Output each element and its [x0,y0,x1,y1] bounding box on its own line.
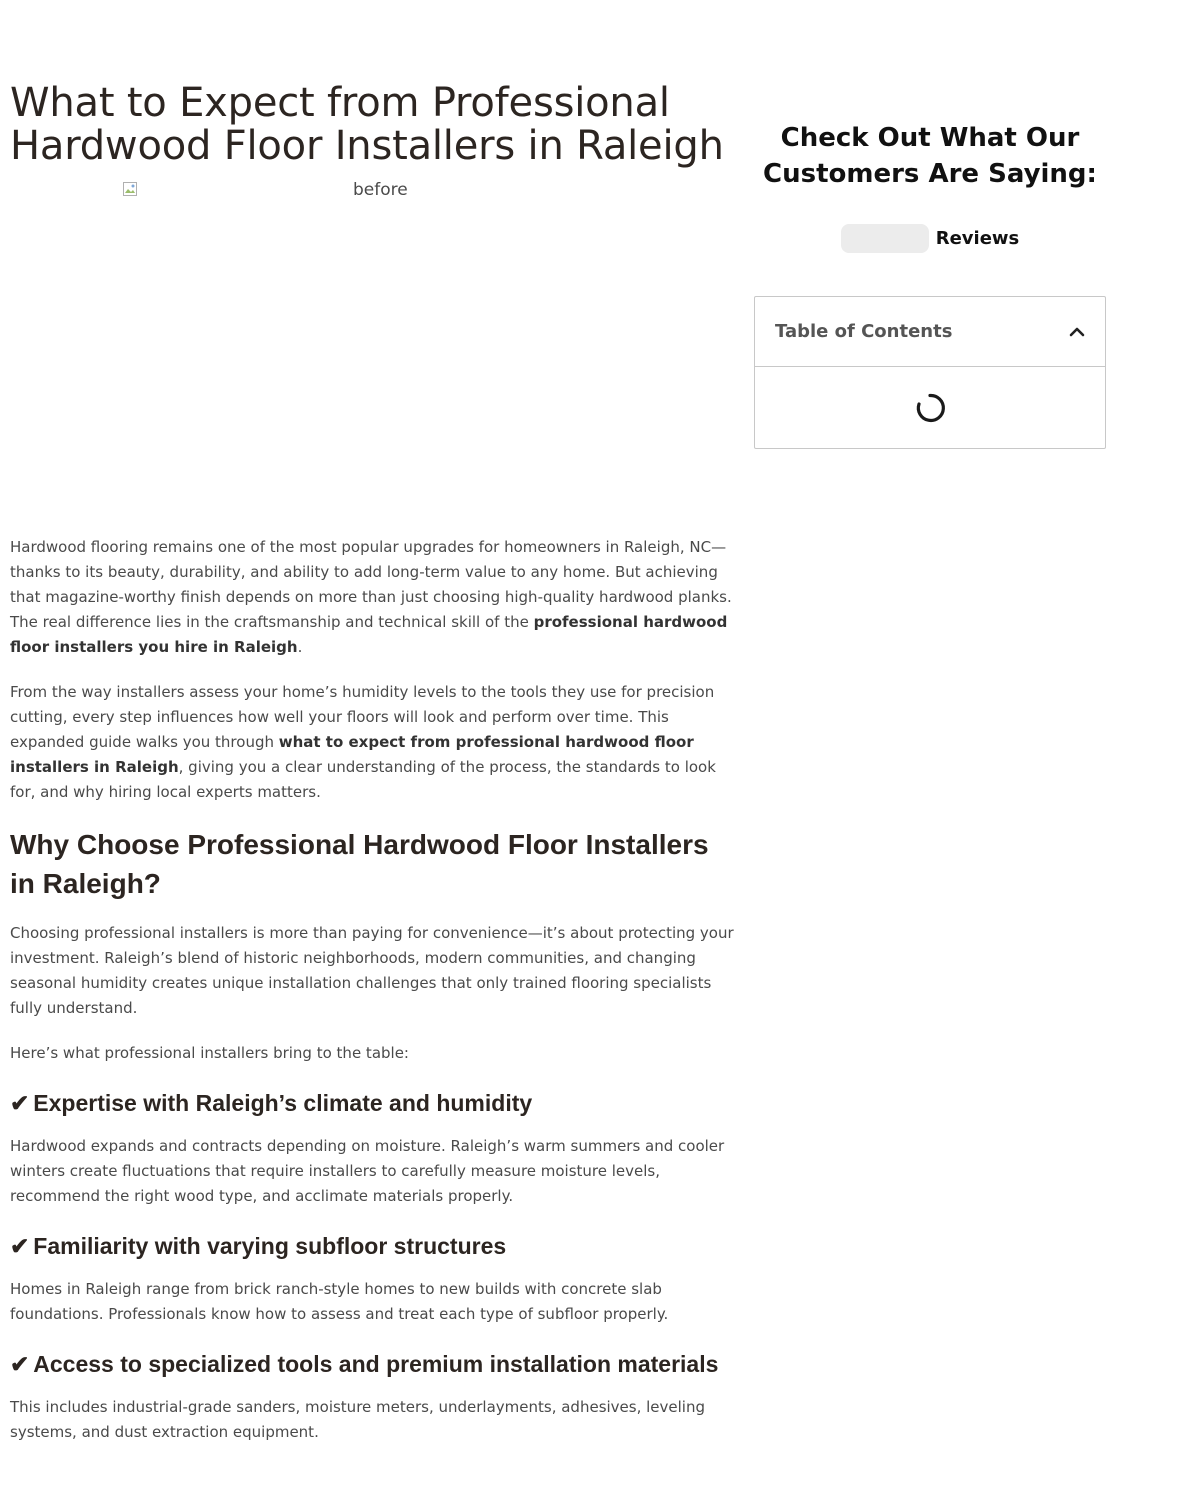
item-paragraph: Hardwood expands and contracts depending on moisture. Raleigh’s warm summers and cooler winters create fluctuations that require installers to carefully measure moisture levels, recommend the right wood type, and acclimate materials properly. [10,1137,725,1205]
checkmark-icon: ✔ [10,1090,30,1116]
item-heading [10,1229,740,1263]
item-heading-text: Expertise with Raleigh’s climate and humidity [33,1090,533,1116]
checkmark-icon: ✔ [10,1351,30,1377]
sidebar [754,120,1106,449]
item-paragraph: This includes industrial-grade sanders, moisture meters, underlayments, adhesives, leveling systems, and dust extraction equipment. [10,1398,705,1441]
item-heading-text: Familiarity with varying subfloor structures [33,1233,507,1259]
reviews-label: Reviews [935,228,1020,249]
table-of-contents [754,296,1106,449]
intro-p1-text: Hardwood flooring remains one of the most popular upgrades for homeowners in Raleigh, NC—thanks to its beauty, durability, and ability to add long-term value to any home. But achieving that magazine-worthy finish depends on more than just choosing high-quality hardwood planks. The real difference lies in the craftsmanship and technical skill of the [10,538,732,631]
toc-title: Table of Contents [775,321,953,342]
checkmark-icon: ✔ [10,1233,30,1259]
intro-paragraph-2 [10,680,740,805]
intro-p2-end: , giving you a clear understanding of the process, the standards to look for, and why hiring local experts matters. [10,758,716,801]
intro-p1-bold: professional hardwood floor installers you hire in Raleigh [10,613,728,656]
section-paragraph-2: Here’s what professional installers bring to the table: [10,1044,409,1062]
broken-image-icon [123,182,137,196]
article [10,82,740,1465]
toc-header-toggle[interactable] [755,297,1105,367]
intro-p1-end: . [297,638,303,656]
toc-body [755,367,1105,448]
intro-p2-bold: what to expect from professional hardwood floor installers in Raleigh [10,733,694,776]
chevron-up-icon[interactable] [1069,326,1085,338]
reviews-widget[interactable] [754,224,1106,253]
item-paragraph: Homes in Raleigh range from brick ranch-style homes to new builds with concrete slab foundations. Professionals know how to assess and treat each type of subfloor properly. [10,1280,669,1323]
intro-p2-text: From the way installers assess your home’s humidity levels to the tools they use for precision cutting, every step influences how well your floors will look and perform over time. This expanded guide walks you through [10,683,715,751]
item-heading [10,1086,740,1120]
hero-image-alt-text: before [353,180,408,200]
page-title: What to Expect from Professional Hardwood Floor Installers in Raleigh [10,80,724,169]
reviews-heading: Check Out What Our Customers Are Saying: [763,123,1097,189]
section-heading: Why Choose Professional Hardwood Floor Installers in Raleigh? [10,829,709,899]
reviews-rating-placeholder [841,224,929,253]
item-heading-text: Access to specialized tools and premium installation materials [33,1351,719,1377]
section-paragraph-1: Choosing professional installers is more than paying for convenience—it’s about protecting your investment. Raleigh’s blend of historic neighborhoods, modern communities, and changing seasonal humidity creates unique installation challenges that only trained flooring specialists fully understand. [10,924,734,1017]
item-heading [10,1347,740,1381]
loading-spinner-icon [912,390,948,426]
hero-image [10,180,740,535]
intro-paragraph-1 [10,535,740,660]
